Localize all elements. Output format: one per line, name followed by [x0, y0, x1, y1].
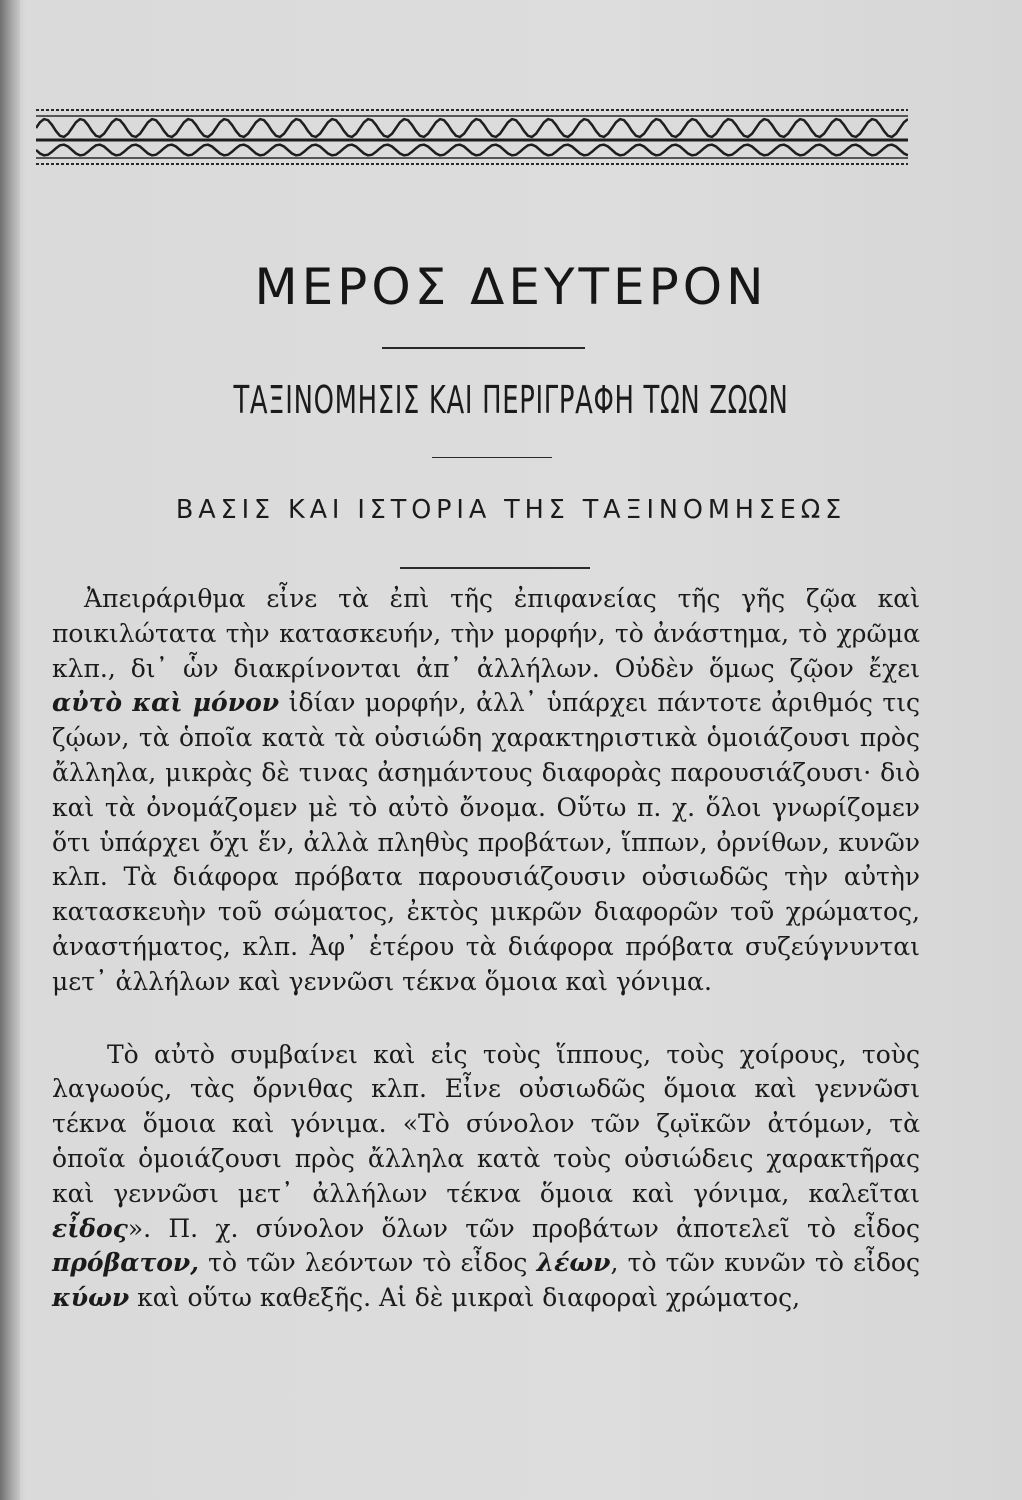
text-run: καὶ οὕτω καθεξῆς. Αἱ δὲ μικραὶ διαφοραὶ χρώματος, [129, 1283, 801, 1313]
emphasis-text: αὐτὸ καὶ μόνον [52, 688, 280, 718]
text-run: , τὸ τῶν κυνῶν τὸ εἶδος [610, 1248, 920, 1278]
text-run: Ἀπειράριθμα εἶνε τὰ ἐπὶ τῆς ἐπιφανείας τῆς γῆς ζῷα καὶ ποικιλώτατα τὴν κατασκευήν, τὴν μορφήν, τὸ ἀνάστημα, τὸ χρῶμα κλπ., δι᾽ ὧν διακρίνονται ἀπ᾽ ἀλλήλων. Οὐδὲν ὅμως ζῷον ἔχει [52, 584, 920, 683]
section-divider [400, 567, 590, 569]
paragraph-1 [52, 582, 920, 1000]
page-binding-edge [0, 0, 20, 1500]
body-text [52, 582, 920, 1316]
text-run: ἰδίαν μορφήν, ἀλλ᾽ ὑπάρχει πάντοτε ἀριθμός τις ζῴων, τὰ ὁποῖα κατὰ τὰ οὐσιώδη χαρακτηριστικὰ ὁμοιάζουσι πρὸς ἄλληλα, μικρὰς δὲ τινας ἀσημάντους διαφορὰς παρουσιάζουσι· διὸ καὶ τὰ ὀνομάζομεν μὲ τὸ αὐτὸ ὄνομα. Οὕτω π. χ. ὅλοι γνωρίζομεν ὅτι ὑπάρχει ὄχι ἕν, ἀλλὰ πληθὺς προβάτων, ἵππων, ὀρνίθων, κυνῶν κλπ. Τὰ διάφορα πρόβατα παρουσιάζουσιν οὐσιωδῶς τὴν αὐτὴν κατασκευὴν τοῦ σώματος, ἐκτὸς μικρῶν διαφορῶν τοῦ χρώματος, ἀναστήματος, κλπ. Ἀφ᾽ ἑτέρου τὰ διάφορα πρόβατα συζεύγνυνται μετ᾽ ἀλλήλων καὶ γεννῶσι τέκνα ὅμοια καὶ γόνιμα. [52, 688, 921, 996]
emphasis-text: πρόβατον, [52, 1248, 199, 1278]
decorative-header-band [36, 100, 908, 178]
title-divider [382, 347, 585, 349]
text-run: τὸ τῶν λεόντων τὸ εἶδος [199, 1248, 537, 1278]
subtitle-divider [432, 457, 552, 458]
part-title: ΜΕΡΟΣ ΔΕΥΤΕΡΟΝ [254, 258, 768, 316]
text-run: Τὸ αὐτὸ συμβαίνει καὶ εἰς τοὺς ἵππους, τοὺς χοίρους, τοὺς λαγωούς, τὰς ὄρνιθας κλπ. Εἶνε οὐσιωδῶς ὅμοια καὶ γεννῶσι τέκνα ὅμοια καὶ γόνιμα. «Τὸ σύνολον τῶν ζῳϊκῶν ἀτόμων, τὰ ὁποῖα ὁμοιάζουσι πρὸς ἄλληλα κατὰ τοὺς οὐσιώδεις χαρακτῆρας καὶ γεννῶσι μετ᾽ ἀλλήλων τέκνα ὅμοια καὶ γόνιμα, καλεῖται [52, 1039, 920, 1208]
emphasis-text: κύων [52, 1283, 130, 1313]
emphasis-text: εἶδος [52, 1213, 128, 1243]
section-heading: ΒΑΣΙΣ ΚΑΙ ΙΣΤΟΡΙΑ ΤΗΣ ΤΑΞΙΝΟΜΗΣΕΩΣ [175, 495, 847, 525]
emphasis-text: λέων [536, 1248, 611, 1278]
text-run: ». Π. χ. σύνολον ὅλων τῶν προβάτων ἀποτελεῖ τὸ εἶδος [127, 1213, 920, 1243]
paragraph-2 [52, 1038, 920, 1316]
chapter-subtitle: ΤΑΞΙΝΟΜΗΣΙΣ ΚΑΙ ΠΕΡΙΓΡΑΦΗ ΤΩΝ ΖΩΩΝ [233, 378, 789, 422]
